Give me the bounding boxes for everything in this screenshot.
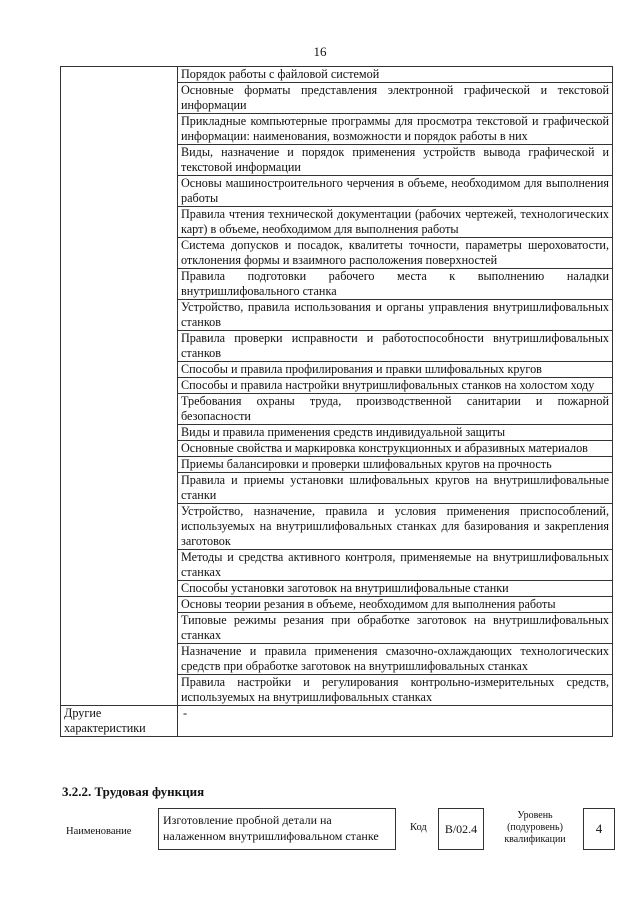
page-number: 16 (313, 44, 327, 59)
knowledge-rows (178, 67, 612, 705)
knowledge-item: Правила и приемы установки шлифовальных кругов на внутришлифовальные станки (178, 473, 612, 504)
knowledge-item: Устройство, назначение, правила и условия применения приспособлений, используемых на внутришлифовальных станках для базирования и закрепления заготовок (178, 504, 612, 550)
knowledge-item: Правила чтения технической документации (рабочих чертежей, технологических карт) в объеме, необходимом для выполнения работы (178, 207, 612, 238)
knowledge-item: Прикладные компьютерные программы для просмотра текстовой и графической информации: наименования, возможности и порядок работы в них (178, 114, 612, 145)
knowledge-item: Способы установки заготовок на внутришлифовальные станки (178, 581, 612, 597)
knowledge-item: Правила проверки исправности и работоспособности внутришлифовальных станков (178, 331, 612, 362)
other-characteristics-value: - (183, 706, 188, 720)
level-label: Уровень (подуровень) квалификации (504, 810, 566, 845)
knowledge-item: Основы машиностроительного черчения в объеме, необходимом для выполнения работы (178, 176, 612, 207)
knowledge-item: Методы и средства активного контроля, применяемые на внутришлифовальных станках (178, 550, 612, 581)
other-characteristics-label: Другие характеристики (64, 706, 146, 735)
knowledge-item: Назначение и правила применения смазочно-охлаждающих технологических средств при обработке заготовок на внутришлифовальных станках (178, 644, 612, 675)
knowledge-item: Основные форматы представления электронной графической и текстовой информации (178, 83, 612, 114)
knowledge-item: Типовые режимы резания при обработке заготовок на внутришлифовальных станках (178, 613, 612, 644)
knowledge-item: Требования охраны труда, производственной санитарии и пожарной безопасности (178, 394, 612, 425)
table-left-column (61, 67, 178, 705)
knowledge-item: Способы и правила профилирования и правки шлифовальных кругов (178, 362, 612, 378)
knowledge-item: Устройство, правила использования и органы управления внутришлифовальных станков (178, 300, 612, 331)
knowledge-item: Порядок работы с файловой системой (178, 67, 612, 83)
name-label: Наименование (66, 826, 132, 837)
knowledge-table (60, 66, 613, 706)
column-divider (177, 706, 178, 736)
name-value: Изготовление пробной детали на налаженном внутришлифовальном станке (158, 808, 396, 850)
knowledge-item: Способы и правила настройки внутришлифовальных станков на холостом ходу (178, 378, 612, 394)
code-label: Код (410, 822, 427, 833)
knowledge-item: Система допусков и посадок, квалитеты точности, параметры шероховатости, отклонения формы и взаимного расположения поверхностей (178, 238, 612, 269)
knowledge-item: Правила настройки и регулирования контрольно-измерительных средств, используемых на внутришлифовальных станках (181, 675, 609, 704)
knowledge-item: Приемы балансировки и проверки шлифовальных кругов на прочность (178, 457, 612, 473)
knowledge-item: Основные свойства и маркировка конструкционных и абразивных материалов (178, 441, 612, 457)
other-characteristics-row (60, 706, 613, 737)
knowledge-item: Виды, назначение и порядок применения устройств вывода графической и текстовой информации (178, 145, 612, 176)
level-value: 4 (583, 808, 615, 850)
knowledge-item: Виды и правила применения средств индивидуальной защиты (178, 425, 612, 441)
section-title: 3.2.2. Трудовая функция (62, 784, 205, 799)
knowledge-item: Правила подготовки рабочего места к выполнению наладки внутришлифовального станка (178, 269, 612, 300)
knowledge-item: Основы теории резания в объеме, необходимом для выполнения работы (178, 597, 612, 613)
code-value: В/02.4 (438, 808, 484, 850)
